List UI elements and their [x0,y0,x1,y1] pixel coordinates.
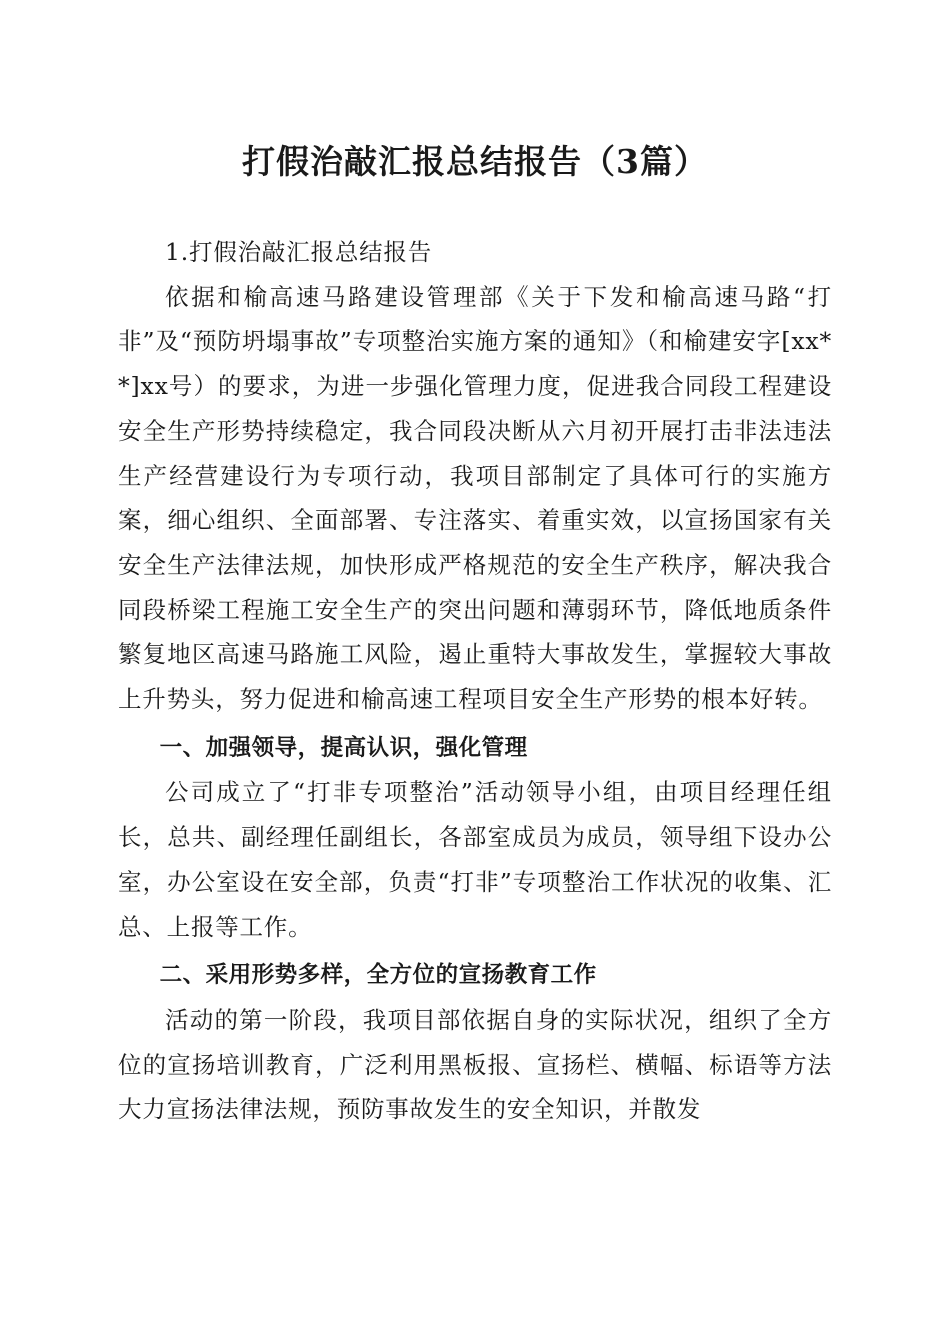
paragraph-leadership: 公司成立了“打非专项整治”活动领导小组，由项目经理任组长，总共、副经理任副组长，各部室成员为成员，领导组下设办公室，办公室设在安全部，负责“打非”专项整治工作状况的收集、汇总、上报等工作。 [118,778,832,941]
section-heading-1: 一、加强领导，提高认识，强化管理 [159,734,528,761]
paragraph-publicity: 活动的第一阶段，我项目部依据自身的实际状况，组织了全方位的宣扬培训教育，广泛利用黑板报、宣扬栏、横幅、标语等方法大力宣扬法律法规，预防事故发生的安全知识，并散发 [118,1005,832,1124]
section-subtitle: 1.打假治敲汇报总结报告 [165,238,433,266]
document-body [118,230,832,1132]
section-heading-2: 二、采用形势多样，全方位的宣扬教育工作 [159,962,597,989]
document-title: 打假治敲汇报总结报告（3篇） [242,142,708,181]
paragraph-intro: 依据和榆高速马路建设管理部《关于下发和榆高速马路“打非”及“预防坍塌事故”专项整治实施方案的通知》（和榆建安字[xx**]xx号）的要求，为进一步强化管理力度，促进我合同段工程建设安全生产形势持续稳定，我合同段决断从六月初开展打击非法违法生产经营建设行为专项行动，我项目部制定了具体可行的实施方案，细心组织、全面部署、专注落实、着重实效，以宣扬国家有关安全生产法律法规，加快形成严格规范的安全生产秩序，解决我合同段桥梁工程施工安全生产的突出问题和薄弱环节，降低地质条件繁复地区高速马路施工风险，遏止重特大事故发生，掌握较大事故上升势头，努力促进和榆高速工程项目安全生产形势的根本好转。 [118,282,832,714]
